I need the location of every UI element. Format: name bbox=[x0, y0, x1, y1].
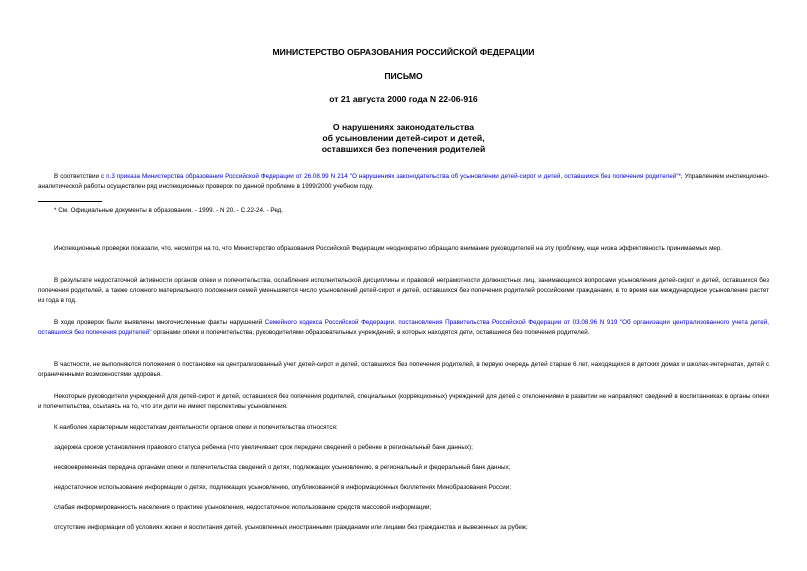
paragraph-1 bbox=[38, 172, 769, 192]
list-item: слабая информированность населения о практике усыновления, недостаточное использование средств массовой информации; bbox=[54, 504, 432, 511]
paragraph-2: Инспекционные проверки показали, что, несмотря на то, что Министерство образования Российской Федерации неоднократно обращало внимание руководителей на эту проблему, еще низка эффективность принимаемых мер. bbox=[54, 245, 723, 252]
ministry-heading: МИНИСТЕРСТВО ОБРАЗОВАНИЯ РОССИЙСКОЙ ФЕДЕРАЦИИ bbox=[272, 47, 535, 57]
paragraph-3: В результате недостаточной активности органов опеки и попечительства, ослабления исполнительской дисциплины и правовой неграмотности должностных лиц, занимающихся вопросами усыновления детей-сирот и детей, оставшихся без попечения родителей, а также сложного материального положения семей уменьшяется число усыновлений детей-сирот и детей, оставшихся без попечения родителей российскими гражданами, в то время как международное усыновление растет из года в год. bbox=[38, 277, 769, 305]
paragraph-6: Некоторые руководители учреждений для детей-сирот и детей, оставшихся без попечения родителей, специальных (коррекционных) учреждений для детей с отклонениями в развитии не направляют сведений в воспитанниках в органы опеки и попечительства, ссылаясь на то, что эти дети не имеют перспективы усыновления. bbox=[38, 393, 769, 411]
paragraph-1-prefix: В соответствии с bbox=[54, 173, 107, 180]
footnote-divider bbox=[38, 201, 102, 202]
list-item: задержка сроков установления правового статуса ребенка (что увеличивает срок передачи сведений о ребенке в региональный банк данных); bbox=[54, 444, 473, 451]
paragraph-1-suffix: , Управлением инспекционно-аналитической работы осуществлен ряд инспекционных проверок по данной проблеме в 1999/2000 учебном году. bbox=[38, 173, 770, 191]
document-date-number: от 21 августа 2000 года N 22-06-916 bbox=[329, 94, 478, 104]
family-code-link[interactable]: Семейного кодекса Российской Федерации, постановления Правительства Российской Федерации от 03.08.96 N 919 "Об организации централизованного учета детей, оставшихся без попечения родителей" bbox=[38, 319, 769, 337]
paragraph-5: В частности, не выполняются положения о постановке на централизованный учет детей-сирот и детей, оставшихся без попечения родителей, в первую очередь детей старше 6 лет, находящихся в детских домах и школах-интернатах, детей с ограниченными возможностями здоровья. bbox=[38, 361, 769, 379]
list-item: недостаточное использование информации о детях, подлежащих усыновлению, опубликованной в информационных бюллетенях Минобразования России; bbox=[54, 484, 512, 491]
paragraph-4-suffix: органами опеки и попечительства, руководителями образовательных учреждений, в которых находятся дети, оставшиеся без попечения родителей. bbox=[151, 329, 590, 337]
order-214-link[interactable]: п.3 приказа Министерства образования Российской Федерации от 26.08.99 N 214 "О нарушениях законодательства об усыновлении детей-сирот и детей, оставшихся без попечения родителей"* bbox=[106, 173, 681, 180]
subject-line-1: О нарушениях законодательства bbox=[332, 122, 475, 132]
document-type: ПИСЬМО bbox=[384, 71, 423, 81]
footnote: * См. Официальные документы в образовании. - 1999. - N 20. - С.22-24. - Ред. bbox=[54, 207, 284, 214]
paragraph-4 bbox=[38, 318, 769, 338]
paragraph-7: К наиболее характерным недостаткам деятельности органов опеки и попечительства относятся: bbox=[54, 424, 338, 431]
list-item: отсутствие информации об условиях жизни и воспитания детей, усыновленных иностранными гражданами или лицами без гражданства и вывезенных за рубеж; bbox=[54, 524, 528, 531]
subject-line-3: оставшихся без попечения родителей bbox=[321, 144, 486, 154]
list-item: несвоевременная передача органами опеки и попечительства сведений о детях, подлежащих усыновлению, в региональный и федеральный банк данных; bbox=[54, 464, 511, 471]
paragraph-4-prefix: В ходе проверок были выявлены многочисленные факты нарушений bbox=[54, 319, 265, 326]
subject-line-2: об усыновлении детей-сирот и детей, bbox=[322, 133, 485, 143]
